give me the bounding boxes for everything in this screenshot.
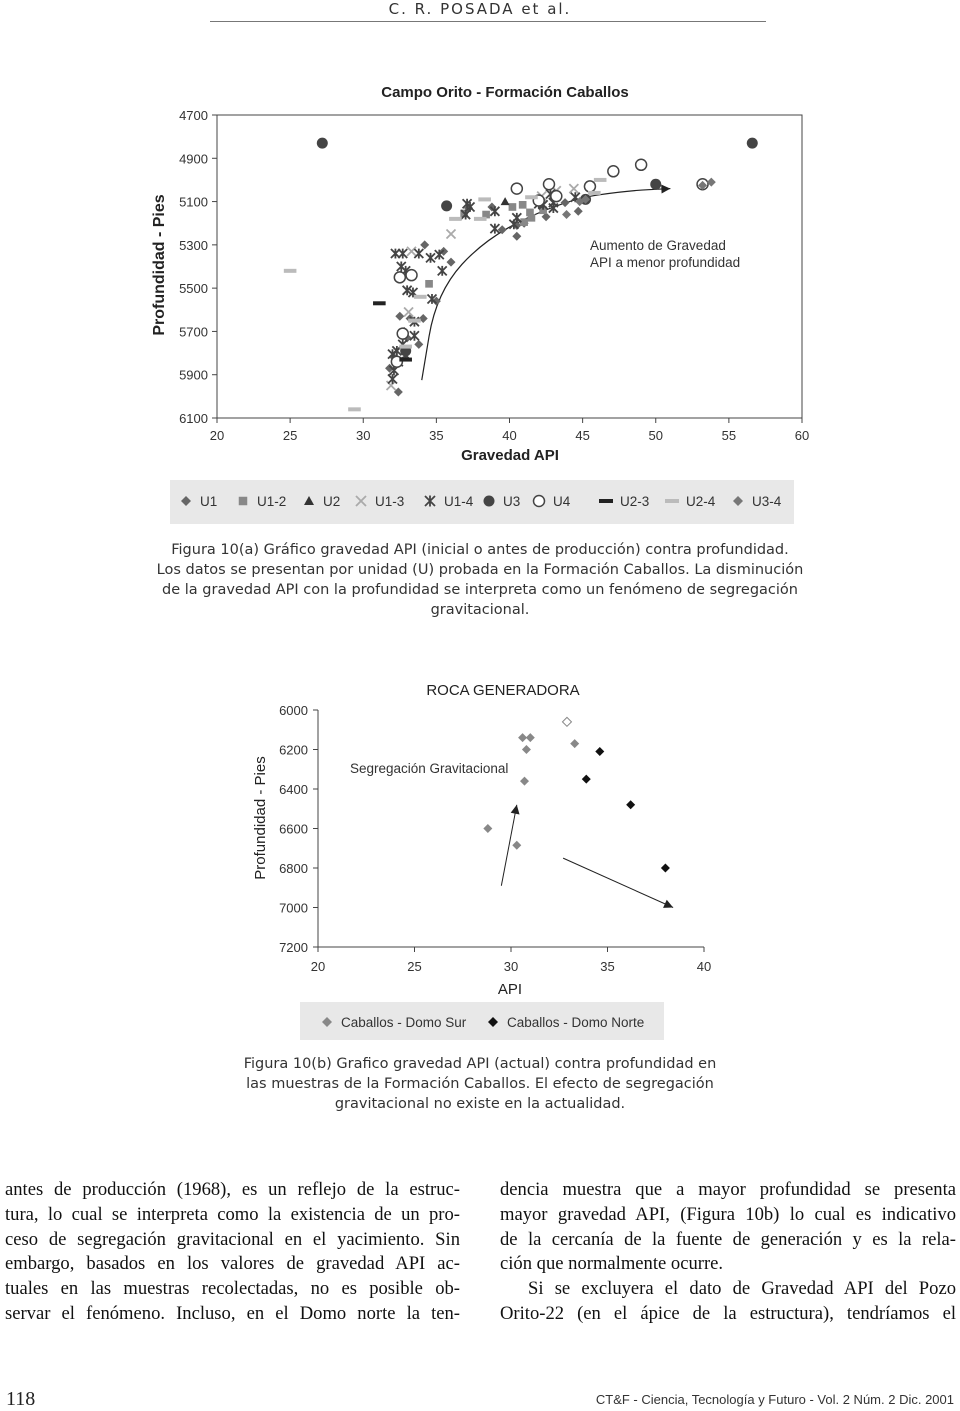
- x-tick-label: 55: [721, 428, 737, 443]
- x-tick-label: 25: [282, 428, 298, 443]
- y-tick-label: 6600: [279, 821, 308, 837]
- point-u1-4: [438, 266, 447, 276]
- point-u4: [397, 328, 408, 339]
- legend-label-u2-3: U2-3: [620, 494, 650, 509]
- point-u3: [747, 138, 758, 149]
- caption-line: las muestras de la Formación Caballos. El efecto de segregación: [246, 1076, 714, 1092]
- point-u2-4: [588, 191, 601, 195]
- point-caballos-domosur: [518, 733, 527, 742]
- chart-a-y-axis-label: Profundidad - Pies: [151, 194, 168, 336]
- point-u4: [394, 272, 405, 283]
- legend-label-u1-4: U1-4: [444, 494, 474, 509]
- y-tick-label: 5500: [179, 281, 208, 297]
- point-caballos-domosur: [562, 717, 571, 726]
- chart-b-points: [483, 717, 670, 872]
- point-u1-3: [569, 184, 578, 193]
- point-u1: [512, 232, 521, 241]
- point-u2-4: [525, 195, 538, 199]
- y-tick-label: 5300: [179, 237, 208, 253]
- body-line: embargo, basados en los valores de gravedad API ac-: [5, 1253, 460, 1275]
- point-u2-4: [408, 319, 421, 323]
- point-u1: [574, 207, 583, 216]
- body-line: servar el fenómeno. Incluso, en el Domo norte la ten-: [5, 1302, 460, 1324]
- y-tick-label: 6800: [279, 861, 308, 876]
- point-u1: [395, 312, 404, 321]
- point-u1: [420, 240, 429, 249]
- segregation-arrow-line: [563, 858, 673, 907]
- point-u4: [511, 183, 522, 194]
- legend-label-1: Caballos - Domo Norte: [507, 1015, 645, 1030]
- point-caballos-domosur: [522, 745, 531, 754]
- x-tick-label: 25: [407, 959, 422, 974]
- y-tick-label: 4700: [179, 108, 208, 123]
- body-line: antes de producción (1968), es un reflejo de la estruc-: [5, 1179, 460, 1200]
- figure-10b-chart: [0, 660, 960, 1060]
- x-tick-label: 20: [310, 959, 326, 974]
- chart-b-arrows: [501, 805, 673, 908]
- body-line: de la cercanía de la fuente de generación y es la rela-: [500, 1228, 956, 1250]
- y-tick-label: 7200: [279, 940, 308, 955]
- legend-label-u1-2: U1-2: [257, 494, 287, 509]
- x-tick-label: 20: [209, 428, 225, 443]
- point-u2-4: [478, 197, 491, 201]
- point-u4: [584, 181, 595, 192]
- x-tick-label: 40: [502, 428, 517, 443]
- figure-10b-caption: [180, 1054, 780, 1114]
- point-u1-4: [426, 253, 435, 263]
- point-u1: [447, 258, 456, 267]
- point-caballos-domosur: [520, 777, 529, 786]
- point-caballos-domonorte: [661, 864, 670, 873]
- legend-marker-u2-4: [665, 499, 679, 503]
- page-number: 118: [6, 1388, 36, 1410]
- point-u1-2: [509, 203, 517, 211]
- body-line: tura, lo cual se interpreta como la existencia de un pro-: [5, 1203, 460, 1225]
- caption-line: gravitacional.: [430, 602, 530, 618]
- point-u3: [650, 179, 661, 190]
- point-caballos-domonorte: [582, 775, 591, 784]
- x-tick-label: 40: [696, 959, 712, 974]
- chart-b-annotation: Segregación Gravitacional: [350, 761, 509, 776]
- x-tick-label: 60: [794, 428, 810, 443]
- point-u2-4: [399, 345, 412, 349]
- point-u2-4: [594, 178, 607, 182]
- chart-a-axes: [179, 108, 809, 443]
- y-tick-label: 4900: [179, 151, 208, 167]
- body-column-right: [500, 1178, 956, 1327]
- chart-a-points: [284, 138, 758, 412]
- chart-a-x-axis-label: Gravedad API: [461, 447, 559, 464]
- legend-label-u4: U4: [553, 494, 571, 509]
- point-u1-3: [404, 307, 413, 316]
- chart-a-annotation: [590, 238, 740, 270]
- segregation-arrowhead: [511, 805, 520, 815]
- point-u4: [543, 179, 554, 190]
- point-u2-3: [373, 301, 386, 305]
- point-caballos-domosur: [526, 733, 535, 742]
- running-head: C. R. POSADA et al.: [388, 0, 572, 18]
- point-u1-4: [410, 331, 419, 341]
- point-u2-4: [449, 217, 462, 221]
- x-tick-label: 50: [648, 428, 663, 443]
- caption-line: Los datos se presentan por unidad (U) probada en la Formación Caballos. La disminución: [156, 562, 804, 578]
- point-u1-4: [388, 374, 397, 384]
- legend-marker-u4: [534, 496, 545, 507]
- y-tick-label: 6000: [279, 703, 308, 718]
- point-u2-4: [474, 217, 487, 221]
- body-line: mayor gravedad API, (Figura 10b) lo cual es indicativo: [500, 1203, 956, 1225]
- caption-line: gravitacional no existe en la actualidad.: [334, 1096, 626, 1112]
- body-column-left: [5, 1178, 460, 1327]
- legend-label-u1: U1: [200, 494, 218, 509]
- point-u1-4: [398, 249, 407, 259]
- y-tick-label: 5700: [179, 324, 208, 340]
- body-line: Si se excluyera el dato de Gravedad API del Pozo: [528, 1278, 956, 1300]
- point-u1-4: [414, 249, 423, 259]
- y-tick-label: 6100: [179, 411, 208, 426]
- journal-footer: CT&F - Ciencia, Tecnología y Futuro - Vol. 2 Núm. 2 Dic. 2001: [595, 1392, 954, 1407]
- y-tick-label: 7000: [279, 900, 308, 916]
- y-tick-label: 5900: [179, 367, 208, 383]
- point-u1-2: [425, 280, 433, 288]
- legend-marker-u2-3: [599, 499, 613, 503]
- point-u3: [317, 138, 328, 149]
- legend-label-0: Caballos - Domo Sur: [341, 1015, 467, 1030]
- point-caballos-domonorte: [595, 747, 604, 756]
- point-u1: [414, 340, 423, 349]
- x-tick-label: 35: [600, 959, 615, 974]
- legend-marker-u1-2: [239, 497, 248, 506]
- y-tick-label: 5100: [179, 194, 208, 210]
- chart-b-title: ROCA GENERADORA: [426, 682, 580, 699]
- chart-b-x-axis-label: API: [497, 981, 523, 998]
- point-u2-4: [348, 407, 361, 411]
- caption-line: Figura 10(b) Grafico gravedad API (actual) contra profundidad en: [243, 1056, 717, 1072]
- legend-label-u2: U2: [323, 494, 341, 509]
- point-u1-4: [490, 206, 499, 216]
- point-u1-4: [490, 224, 499, 234]
- point-caballos-domosur: [570, 739, 579, 748]
- point-u1-3: [407, 247, 416, 256]
- legend-marker-u3: [484, 496, 495, 507]
- body-line: tuales en las muestras recolectadas, no es posible ob-: [5, 1278, 460, 1300]
- point-caballos-domosur: [512, 841, 521, 850]
- caption-line: de la gravedad API con la profundidad se interpreta como un fenómeno de segregación: [162, 582, 798, 598]
- point-caballos-domonorte: [626, 800, 635, 809]
- x-tick-label: 45: [575, 428, 590, 443]
- body-line: Orito-22 (en el ápice de la estructura), tendríamos el: [500, 1302, 956, 1324]
- point-u1-3: [447, 230, 456, 239]
- chart-a-annotation-line: Aumento de Gravedad: [590, 238, 726, 253]
- point-u2-3: [399, 358, 412, 362]
- point-u1: [561, 198, 570, 207]
- point-u1-2: [519, 201, 527, 209]
- point-u4: [636, 159, 647, 170]
- x-tick-label: 30: [356, 428, 371, 443]
- point-u1-2: [526, 209, 534, 217]
- chart-a-title: Campo Orito - Formación Caballos: [381, 84, 629, 101]
- chart-a-annotation-line: API a menor profundidad: [590, 255, 741, 270]
- legend-label-u2-4: U2-4: [686, 494, 716, 509]
- point-u4: [608, 166, 619, 177]
- point-caballos-domosur: [483, 824, 492, 833]
- point-u2-4: [284, 269, 297, 273]
- point-u4: [551, 191, 562, 202]
- body-line: ceso de segregación gravitacional en el yacimiento. Sin: [5, 1228, 460, 1250]
- point-u3-4: [562, 210, 571, 219]
- body-line: dencia muestra que a mayor profundidad se presenta: [500, 1179, 956, 1200]
- figure-10a-chart: [0, 0, 960, 540]
- x-tick-label: 35: [429, 428, 444, 443]
- y-tick-label: 6400: [279, 782, 308, 797]
- x-tick-label: 30: [503, 959, 519, 974]
- point-u3: [441, 200, 452, 211]
- figure-10a-caption: [140, 540, 820, 620]
- legend-label-u3-4: U3-4: [752, 494, 782, 509]
- point-u2-4: [414, 295, 427, 299]
- trend-arrowhead: [661, 185, 670, 194]
- legend-label-u1-3: U1-3: [375, 494, 405, 509]
- point-u2: [501, 197, 510, 205]
- y-tick-label: 6200: [279, 742, 308, 758]
- legend-label-u3: U3: [503, 494, 521, 509]
- point-u4: [406, 270, 417, 281]
- chart-b-y-axis-label: Profundidad - Pies: [252, 756, 269, 880]
- body-line: ción que normalmente ocurre.: [500, 1253, 724, 1275]
- caption-line: Figura 10(a) Gráfico gravedad API (inicial o antes de producción) contra profundidad.: [171, 542, 789, 558]
- chart-b-axes: [279, 703, 711, 974]
